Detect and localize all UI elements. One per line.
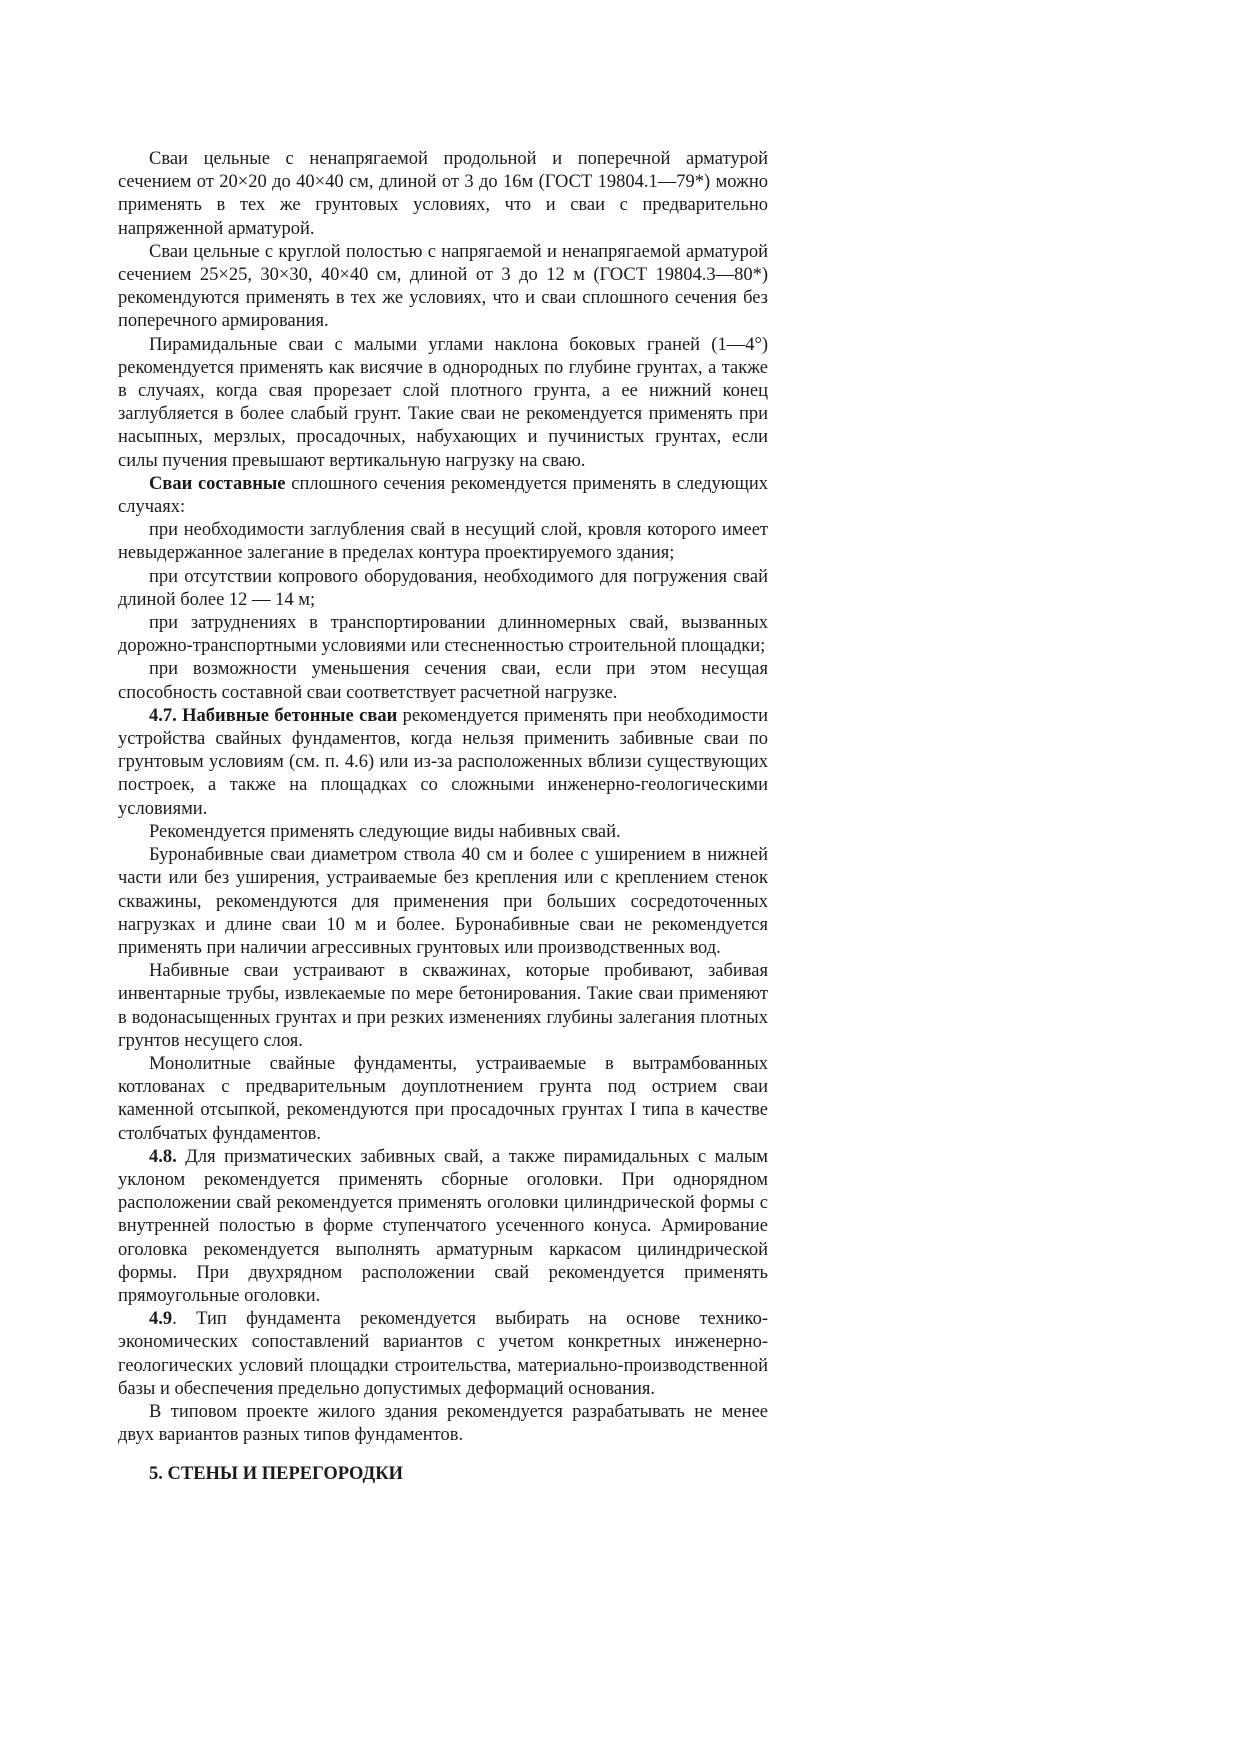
paragraph bbox=[118, 612, 768, 658]
paragraph bbox=[118, 334, 768, 473]
paragraph-text: при отсутствии копрового оборудования, необходимого для погружения свай длиной более 12 — 14 м; bbox=[118, 566, 768, 610]
paragraph bbox=[118, 1308, 768, 1401]
paragraph bbox=[118, 821, 768, 844]
paragraph bbox=[118, 705, 768, 821]
paragraph bbox=[118, 658, 768, 704]
paragraph bbox=[118, 1401, 768, 1447]
paragraph bbox=[118, 148, 768, 241]
paragraph bbox=[118, 844, 768, 960]
paragraph-text: при затруднениях в транспортировании длинномерных свай, вызванных дорожно-транспортными условиями или стесненностью строительной площадки; bbox=[118, 613, 768, 657]
paragraph-text: Монолитные свайные фундаменты, устраиваемые в вытрамбованных котлованах с предварительным доуплотнением грунта под острием сваи каменной отсыпкой, рекомендуются при просадочных грунтах I типа в качестве столбчатых фундаментов. bbox=[118, 1053, 768, 1144]
paragraph-text: Буронабивные сваи диаметром ствола 40 см и более с уширением в нижней части или без уширения, устраиваемые без крепления или с креплением стенок скважины, рекомендуются для применения при больших сосредоточенных нагрузках и длине сваи 10 м и более. Буронабивные сваи не рекомендуется применять при наличии агрессивных грунтовых или производственных вод. bbox=[118, 845, 768, 958]
paragraph-text: рекомендуется применять при необходимости устройства свайных фундаментов, когда нельзя применить забивные сваи по грунтовым условиям (см. п. 4.6) или из-за расположенных вблизи существующих построек, а также на площадках со сложными инженерно-геологическими условиями. bbox=[118, 705, 768, 819]
paragraph bbox=[118, 960, 768, 1053]
paragraph-text: при необходимости заглубления свай в несущий слой, кровля которого имеет невыдержанное залегание в пределах контура проектируемого здания; bbox=[118, 520, 768, 564]
paragraph bbox=[118, 1053, 768, 1146]
paragraph-text: сплошного сечения рекомендуется применять в следующих случаях: bbox=[118, 473, 768, 518]
paragraph-text: Набивные сваи устраивают в скважинах, которые пробивают, забивая инвентарные трубы, извлекаемые по мере бетонирования. Такие сваи применяют в водонасыщенных грунтах и при резких изменениях глубины залегания плотных грунтов несущего слоя. bbox=[118, 961, 768, 1051]
paragraph-text: Рекомендуется применять следующие виды набивных свай. bbox=[149, 821, 621, 842]
paragraph bbox=[118, 241, 768, 334]
paragraph-lead: 4.8. bbox=[149, 1146, 177, 1167]
paragraph bbox=[118, 566, 768, 612]
paragraph bbox=[118, 1146, 768, 1308]
paragraph-text: . Тип фундамента рекомендуется выбирать на основе технико-экономических сопоставлений вариантов с учетом конкретных инженерно-геологических условий площадки строительства, материально-производственной базы и обеспечения предельно допустимых деформаций основания. bbox=[118, 1309, 768, 1399]
paragraph-text: В типовом проекте жилого здания рекомендуется разрабатывать не менее двух вариантов разных типов фундаментов. bbox=[118, 1401, 768, 1446]
section-heading: 5. СТЕНЫ И ПЕРЕГОРОДКИ bbox=[149, 1464, 403, 1485]
paragraph-text: при возможности уменьшения сечения сваи, если при этом несущая способность составной сваи соответствует расчетной нагрузке. bbox=[118, 659, 768, 703]
paragraph-lead: 4.7. Набивные бетонные сваи bbox=[149, 705, 398, 726]
paragraph-lead: Сваи составные bbox=[149, 473, 286, 494]
paragraph bbox=[118, 519, 768, 565]
paragraph bbox=[118, 473, 768, 519]
paragraph-lead: 4.9 bbox=[149, 1309, 173, 1330]
paragraph-text: Сваи цельные с круглой полостью с напрягаемой и ненапрягаемой арматурой сечением 25×25, 30×30, 40×40 см, длиной от 3 до 12 м (ГОСТ 19804.3—80*) рекомендуются применять в тех же условиях, что и сваи сплошного сечения без поперечного армирования. bbox=[118, 241, 768, 332]
paragraph-text: Для призматических забивных свай, а также пирамидальных с малым уклоном рекомендуется применять сборные оголовки. При однорядном расположении свай рекомендуется применять оголовки цилиндрической формы с внутренней полостью в форме ступенчатого усеченного конуса. Армирование оголовка рекомендуется выполнять арматурным каркасом цилиндрической формы. При двухрядном расположении свай рекомендуется применять прямоугольные оголовки. bbox=[118, 1146, 768, 1306]
paragraph-text: Сваи цельные с ненапрягаемой продольной и поперечной арматурой сечением от 20×20 до 40×40 см, длиной от 3 до 16м (ГОСТ 19804.1—79*) можно применять в тех же грунтовых условиях, что и сваи с предварительно напряженной арматурой. bbox=[118, 149, 768, 239]
paragraph-text: Пирамидальные сваи с малыми углами наклона боковых граней (1—4°) рекомендуется применять как висячие в однородных по глубине грунтах, а также в случаях, когда свая прорезает слой плотного грунта, а ее нижний конец заглубляется в более слабый грунт. Такие сваи не рекомендуется применять при насыпных, мерзлых, просадочных, набухающих и пучинистых грунтах, если силы пучения превышают вертикальную нагрузку на сваю. bbox=[118, 334, 768, 471]
document-page bbox=[118, 148, 768, 1487]
